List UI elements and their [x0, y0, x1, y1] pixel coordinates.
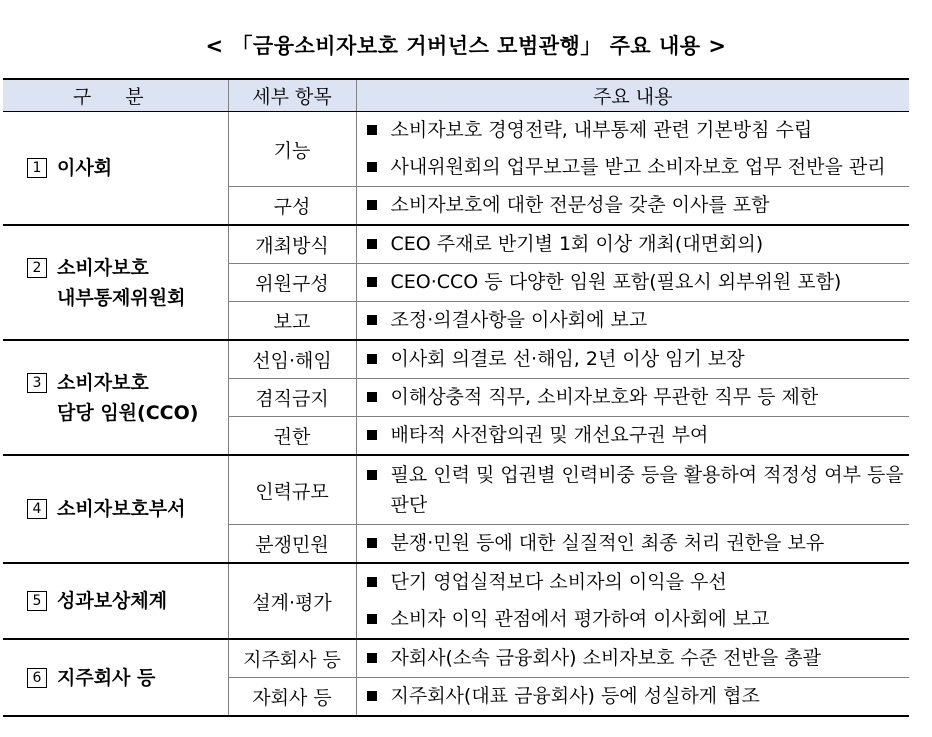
sub-item-cell: 선임·해임 — [228, 340, 356, 379]
bullet-item — [357, 640, 910, 677]
square-bullet-icon — [367, 392, 377, 402]
square-bullet-icon — [367, 470, 377, 480]
content-cell — [356, 225, 909, 264]
content-cell — [356, 563, 909, 639]
table-row — [3, 455, 909, 525]
category-label-line: 성과보상체계 — [57, 590, 168, 612]
bullet-item — [357, 341, 910, 378]
bullet-item — [357, 112, 910, 149]
content-cell — [356, 639, 909, 678]
square-bullet-icon — [367, 577, 377, 587]
content-cell — [356, 525, 909, 564]
category-label-line: 내부통제위원회 — [57, 286, 186, 309]
category-label-line: 이사회 — [57, 157, 113, 179]
bullet-text: 단기 영업실적보다 소비자의 이익을 우선 — [390, 571, 727, 593]
header-category: 구 분 — [3, 79, 228, 112]
bullet-item — [357, 417, 910, 454]
square-bullet-icon — [367, 653, 377, 663]
content-cell — [356, 302, 909, 341]
category-cell — [3, 455, 228, 563]
table-row — [3, 563, 909, 639]
category-label-line: 지주회사 등 — [57, 666, 156, 689]
bullet-text: 사내위원회의 업무보고를 받고 소비자보호 업무 전반을 관리 — [390, 156, 886, 178]
sub-item-cell: 자회사 등 — [228, 678, 356, 717]
page-title: < 「금융소비자보호 거버넌스 모범관행」 주요 내용 > — [205, 34, 727, 58]
bullet-item — [357, 525, 910, 562]
bullet-text: 자회사(소속 금융회사) 소비자보호 수준 전반을 총괄 — [390, 647, 821, 669]
category-number-box: 4 — [27, 499, 47, 519]
table-row — [3, 639, 909, 678]
bullet-item — [357, 564, 910, 601]
sub-item-cell: 권한 — [228, 417, 356, 456]
table-row — [3, 340, 909, 379]
category-cell — [3, 340, 228, 455]
header-main-content: 주요 내용 — [356, 79, 909, 112]
sub-item-cell: 위원구성 — [228, 264, 356, 302]
content-cell — [356, 379, 909, 417]
bullet-text: 필요 인력 및 업권별 인력비중 등을 활용하여 적정성 여부 등을 판단 — [390, 464, 904, 516]
bullet-item — [357, 149, 910, 186]
category-number-box: 3 — [27, 373, 47, 393]
category-label-line: 소비자보호 — [57, 256, 149, 279]
sub-item-cell: 겸직금지 — [228, 379, 356, 417]
category-label-line: 소비자보호부서 — [57, 498, 186, 520]
category-label — [57, 253, 185, 313]
header-sub-item: 세부 항목 — [228, 79, 356, 112]
category-label-line: 담당 임원(CCO) — [57, 401, 199, 424]
bullet-text: 배타적 사전합의권 및 개선요구권 부여 — [390, 424, 709, 446]
category-number-box: 1 — [27, 158, 47, 178]
bullet-item — [357, 678, 910, 715]
square-bullet-icon — [367, 538, 377, 548]
category-label-line: 소비자보호 — [57, 371, 149, 394]
governance-table — [3, 78, 909, 717]
sub-item-cell: 지주회사 등 — [228, 639, 356, 678]
bullet-text: 지주회사(대표 금융회사) 등에 성실하게 협조 — [390, 685, 760, 707]
bullet-text: 소비자보호에 대한 전문성을 갖춘 이사를 포함 — [390, 194, 770, 216]
category-label — [57, 368, 198, 428]
content-cell — [356, 187, 909, 226]
category-number-box: 6 — [27, 668, 47, 688]
bullet-text: 이사회 의결로 선·해임, 2년 이상 임기 보장 — [390, 348, 745, 370]
content-cell — [356, 264, 909, 302]
category-number-box: 2 — [27, 258, 47, 278]
square-bullet-icon — [367, 691, 377, 701]
bullet-item — [357, 187, 910, 224]
category-cell — [3, 225, 228, 340]
square-bullet-icon — [367, 200, 377, 210]
category-label — [57, 586, 167, 616]
bullet-item — [357, 601, 910, 638]
square-bullet-icon — [367, 239, 377, 249]
content-cell — [356, 455, 909, 525]
sub-item-cell: 기능 — [228, 112, 356, 187]
square-bullet-icon — [367, 315, 377, 325]
bullet-text: 분쟁·민원 등에 대한 실질적인 최종 처리 권한을 보유 — [390, 532, 825, 554]
bullet-item — [357, 379, 910, 416]
category-cell — [3, 563, 228, 639]
table-header-row — [3, 79, 909, 112]
bullet-text: 소비자 이익 관점에서 평가하여 이사회에 보고 — [390, 608, 770, 630]
bullet-text: CEO 주재로 반기별 1회 이상 개최(대면회의) — [390, 233, 764, 255]
table-row — [3, 112, 909, 187]
square-bullet-icon — [367, 162, 377, 172]
sub-item-cell: 인력규모 — [228, 455, 356, 525]
square-bullet-icon — [367, 277, 377, 287]
bullet-item — [357, 302, 910, 339]
square-bullet-icon — [367, 125, 377, 135]
content-cell — [356, 417, 909, 456]
bullet-item — [357, 264, 910, 301]
table-row — [3, 225, 909, 264]
category-label — [57, 153, 112, 183]
category-cell — [3, 112, 228, 226]
bullet-text: 이해상충적 직무, 소비자보호와 무관한 직무 등 제한 — [390, 386, 819, 408]
square-bullet-icon — [367, 354, 377, 364]
content-cell — [356, 112, 909, 187]
bullet-text: CEO·CCO 등 다양한 임원 포함(필요시 외부위원 포함) — [390, 271, 842, 293]
sub-item-cell: 설계·평가 — [228, 563, 356, 639]
bullet-item — [357, 226, 910, 263]
category-number-box: 5 — [27, 591, 47, 611]
bullet-text: 조정·의결사항을 이사회에 보고 — [390, 309, 648, 331]
content-cell — [356, 340, 909, 379]
sub-item-cell: 분쟁민원 — [228, 525, 356, 564]
sub-item-cell: 개최방식 — [228, 225, 356, 264]
category-label — [57, 663, 155, 693]
sub-item-cell: 보고 — [228, 302, 356, 341]
bullet-text: 소비자보호 경영전략, 내부통제 관련 기본방침 수립 — [390, 119, 813, 141]
content-cell — [356, 678, 909, 717]
table-body — [3, 112, 909, 717]
sub-item-cell: 구성 — [228, 187, 356, 226]
category-label — [57, 494, 185, 524]
category-cell — [3, 639, 228, 716]
square-bullet-icon — [367, 430, 377, 440]
bullet-item — [357, 456, 910, 524]
square-bullet-icon — [367, 614, 377, 624]
